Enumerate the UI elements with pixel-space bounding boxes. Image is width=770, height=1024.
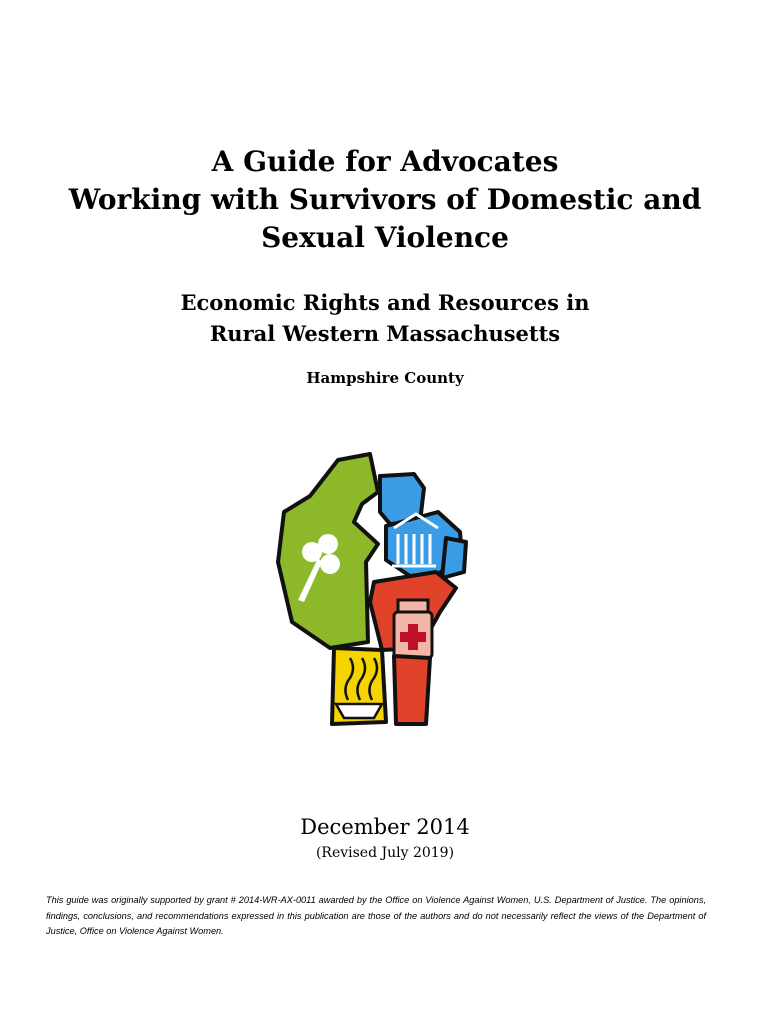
grant-disclaimer: This guide was originally supported by grant # 2014-WR-AX-0011 awarded by the Office on Violence Against Women, U.S. Department of Justice. The opinions, findings, conclusions, and recommendations expressed in this publication are those of the authors and do not necessarily reflect the views of the Department of Justice, Office on Violence Against Women.	[46, 895, 706, 936]
red-forearm-block	[394, 656, 430, 724]
title-line-1: A Guide for Advocates	[211, 145, 559, 178]
title-line-3: Sexual Violence	[261, 221, 509, 254]
county-label: Hampshire County	[306, 369, 464, 387]
subtitle-line-2: Rural Western Massachusetts	[209, 321, 561, 346]
title-line-2: Working with Survivors of Domestic and	[68, 183, 702, 216]
document-subtitle	[0, 287, 770, 349]
revised-date: (Revised July 2019)	[315, 845, 455, 861]
subtitle-line-1: Economic Rights and Resources in	[180, 290, 590, 315]
document-title	[0, 143, 770, 257]
medicine-bottle-icon	[394, 600, 432, 658]
blue-side-block	[442, 538, 466, 578]
raised-fist-mosaic-icon	[270, 452, 480, 730]
publication-date: December 2014	[300, 815, 470, 839]
